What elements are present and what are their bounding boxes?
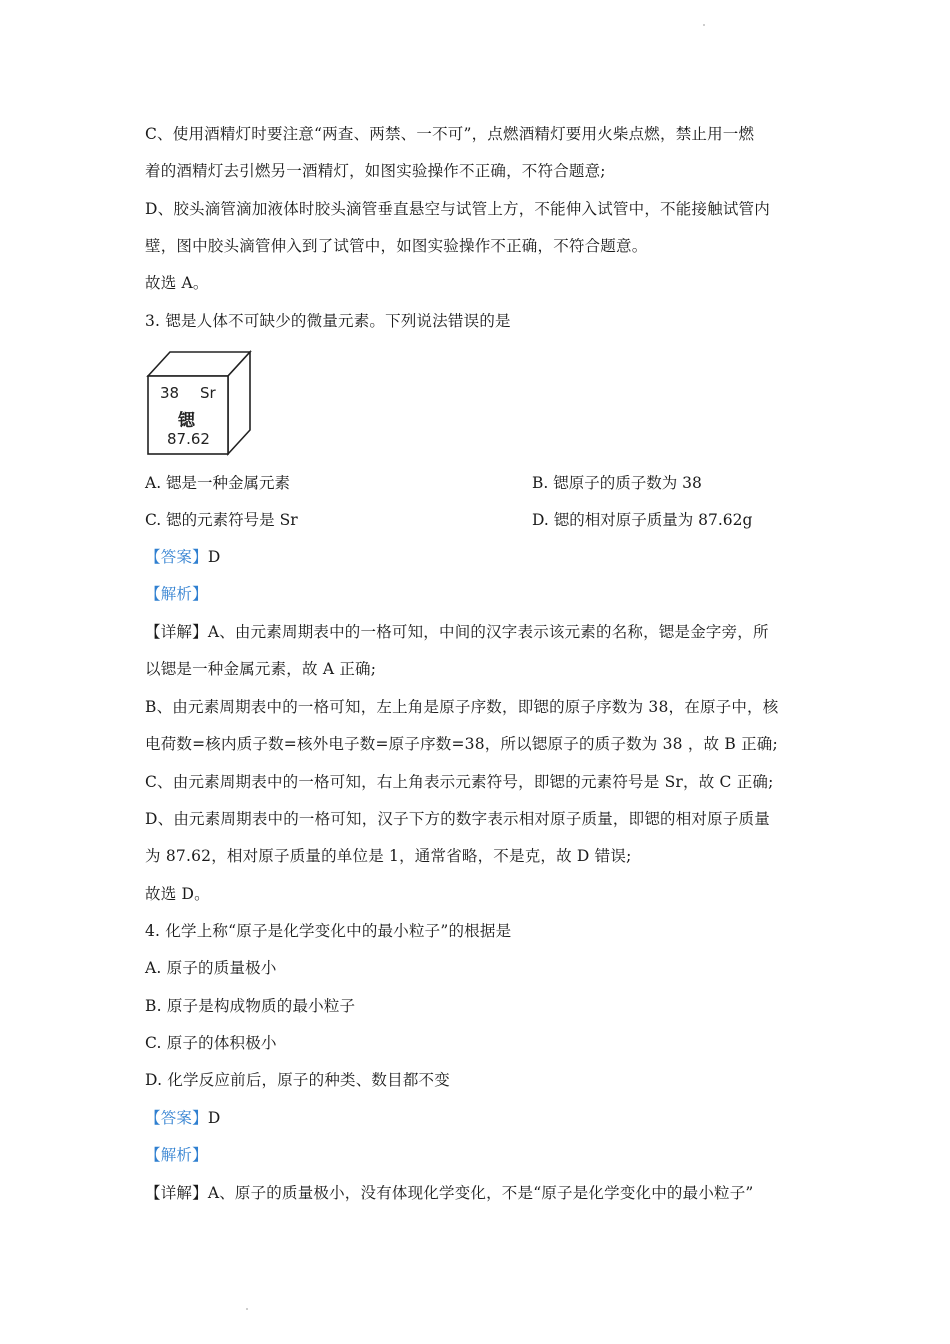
atomic-number: 38 (160, 384, 180, 402)
scan-dot-top (703, 24, 705, 26)
detail-tag: 【详解】 (145, 1184, 208, 1202)
element-symbol: Sr (200, 384, 216, 402)
detail-tag: 【详解】 (145, 623, 208, 641)
q4-analysis-tag: 【解析】 (145, 1146, 208, 1164)
q3-detail-4: 电荷数=核内质子数=核外电子数=原子序数=38，所以锶原子的质子数为 38 ，故 B 正确; (145, 735, 778, 753)
q3-detail-7: 为 87.62，相对原子质量的单位是 1，通常省略，不是克，故 D 错误; (145, 847, 632, 865)
q4-option-b: B. 原子是构成物质的最小粒子 (145, 997, 356, 1015)
question-3-stem: 3. 锶是人体不可缺少的微量元素。下列说法错误的是 (145, 312, 511, 330)
detail-text: A、原子的质量极小，没有体现化学变化，不是“原子是化学变化中的最小粒子” (207, 1184, 754, 1202)
conclusion-q2: 故选 A。 (145, 274, 209, 292)
q3-option-d: D. 锶的相对原子质量为 87.62g (532, 511, 753, 529)
q3-detail-3: B、由元素周期表中的一格可知，左上角是原子序数，即锶的原子序数为 38，在原子中，核 (145, 698, 779, 716)
q4-answer (145, 1108, 220, 1128)
q3-conclusion: 故选 D。 (145, 885, 210, 903)
q4-option-d: D. 化学反应前后，原子的种类、数目都不变 (145, 1071, 450, 1089)
answer-tag: 【答案】 (145, 548, 208, 566)
text-line-c-1: C、使用酒精灯时要注意“两查、两禁、一不可”，点燃酒精灯要用火柴点燃，禁止用一燃 (145, 125, 755, 143)
q4-detail-1 (145, 1183, 754, 1203)
atomic-mass: 87.62 (167, 430, 210, 448)
scan-dot-bottom (246, 1308, 248, 1310)
q3-detail-2: 以锶是一种金属元素，故 A 正确; (145, 660, 377, 678)
q3-option-b: B. 锶原子的质子数为 38 (532, 474, 702, 492)
text-line-d-2: 壁，图中胶头滴管伸入到了试管中，如图实验操作不正确，不符合题意。 (145, 237, 648, 255)
text-line-d-1: D、胶头滴管滴加液体时胶头滴管垂直悬空与试管上方，不能伸入试管中，不能接触试管内 (145, 200, 770, 218)
q3-answer (145, 547, 220, 567)
answer-tag: 【答案】 (145, 1109, 208, 1127)
element-name: 锶 (178, 411, 195, 431)
question-4-stem: 4. 化学上称“原子是化学变化中的最小粒子”的根据是 (145, 922, 512, 940)
q3-detail-5: C、由元素周期表中的一格可知，右上角表示元素符号，即锶的元素符号是 Sr，故 C 正确; (145, 773, 774, 791)
answer-value: D (207, 1109, 221, 1127)
q3-analysis-tag: 【解析】 (145, 585, 208, 603)
text-line-c-2: 着的酒精灯去引燃另一酒精灯，如图实验操作不正确，不符合题意; (145, 162, 606, 180)
q3-detail-6: D、由元素周期表中的一格可知，汉子下方的数字表示相对原子质量，即锶的相对原子质量 (145, 810, 770, 828)
q3-detail-1 (145, 622, 769, 642)
q3-option-a: A. 锶是一种金属元素 (145, 474, 291, 492)
q4-option-c: C. 原子的体积极小 (145, 1034, 277, 1052)
detail-text: A、由元素周期表中的一格可知，中间的汉字表示该元素的名称，锶是金字旁，所 (207, 623, 769, 641)
q3-option-c: C. 锶的元素符号是 Sr (145, 511, 298, 529)
element-card-strontium (144, 350, 254, 458)
q4-option-a: A. 原子的质量极小 (145, 959, 277, 977)
answer-value: D (207, 548, 221, 566)
